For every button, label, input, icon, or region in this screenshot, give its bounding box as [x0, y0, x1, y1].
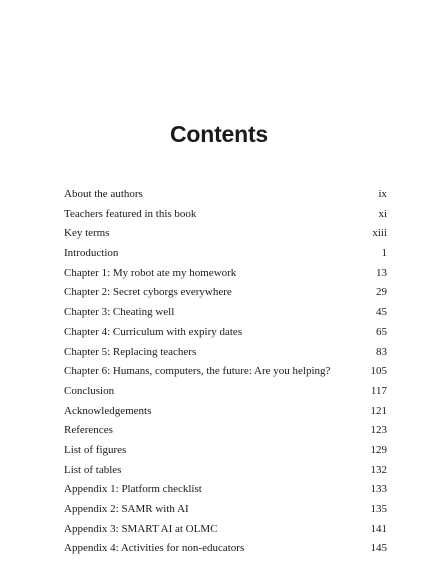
toc-entry-label: Chapter 5: Replacing teachers — [64, 345, 197, 358]
table-of-contents — [64, 185, 387, 559]
toc-entry[interactable] — [64, 362, 387, 382]
toc-entry-page: 105 — [370, 365, 387, 378]
toc-entry-page: 123 — [370, 424, 387, 437]
toc-entry-label: Acknowledgements — [64, 404, 152, 417]
toc-entry-label: Chapter 4: Curriculum with expiry dates — [64, 325, 243, 338]
toc-entry[interactable] — [64, 343, 387, 363]
toc-entry[interactable] — [64, 402, 387, 422]
toc-entry-page: 121 — [370, 404, 387, 417]
toc-entry[interactable] — [64, 264, 387, 284]
toc-entry-label: Conclusion — [64, 384, 115, 397]
toc-entry-label: Chapter 1: My robot ate my homework — [64, 266, 237, 279]
toc-entry-label: Teachers featured in this book — [64, 207, 197, 220]
toc-entry-page: xiii — [372, 227, 387, 240]
toc-entry-label: About the authors — [64, 188, 143, 200]
toc-entry[interactable] — [64, 283, 387, 303]
toc-entry-label: Key terms — [64, 227, 110, 240]
toc-entry-page: 1 — [381, 247, 387, 260]
toc-entry-label: List of figures — [64, 443, 127, 456]
toc-entry[interactable] — [64, 244, 387, 264]
toc-entry[interactable] — [64, 520, 387, 540]
toc-entry-page: 83 — [376, 345, 387, 358]
toc-entry-page: 135 — [370, 503, 387, 515]
toc-entry[interactable] — [64, 539, 387, 559]
toc-entry-page: 133 — [370, 483, 387, 496]
toc-entry[interactable] — [64, 382, 387, 402]
toc-entry-page: 132 — [370, 463, 387, 476]
toc-entry[interactable] — [64, 421, 387, 441]
toc-entry-label: Chapter 3: Cheating well — [64, 306, 175, 319]
toc-entry-page: ix — [378, 188, 387, 200]
toc-entry[interactable] — [64, 185, 387, 205]
toc-entry-page: 145 — [370, 542, 387, 555]
toc-entry-page: 13 — [376, 266, 387, 279]
toc-entry-page: 65 — [376, 325, 387, 338]
toc-entry-page: 45 — [376, 306, 387, 319]
toc-entry-page: xi — [378, 207, 387, 220]
toc-entry-page: 29 — [376, 286, 387, 299]
toc-entry-label: Appendix 2: SAMR with AI — [64, 503, 189, 515]
toc-entry-page: 129 — [370, 443, 387, 456]
toc-entry-label: Introduction — [64, 247, 119, 260]
toc-entry-label: Chapter 6: Humans, computers, the future: Are you helping? — [64, 365, 331, 378]
toc-entry[interactable] — [64, 303, 387, 323]
toc-entry[interactable] — [64, 480, 387, 500]
toc-entry[interactable] — [64, 205, 387, 225]
toc-entry[interactable] — [64, 323, 387, 343]
toc-entry-label: Appendix 3: SMART AI at OLMC — [64, 522, 218, 535]
toc-entry-page: 117 — [370, 384, 387, 397]
toc-entry[interactable] — [64, 224, 387, 244]
toc-entry[interactable] — [64, 461, 387, 481]
toc-entry-label: Chapter 2: Secret cyborgs everywhere — [64, 286, 232, 299]
toc-entry[interactable] — [64, 441, 387, 461]
page-title: Contents — [169, 121, 269, 148]
toc-entry-label: Appendix 4: Activities for non-educators — [64, 542, 245, 555]
toc-entry-label: References — [64, 424, 113, 437]
toc-entry-label: List of tables — [64, 463, 122, 476]
toc-entry-label: Appendix 1: Platform checklist — [64, 483, 202, 496]
toc-entry[interactable] — [64, 500, 387, 520]
toc-entry-page: 141 — [370, 522, 387, 535]
